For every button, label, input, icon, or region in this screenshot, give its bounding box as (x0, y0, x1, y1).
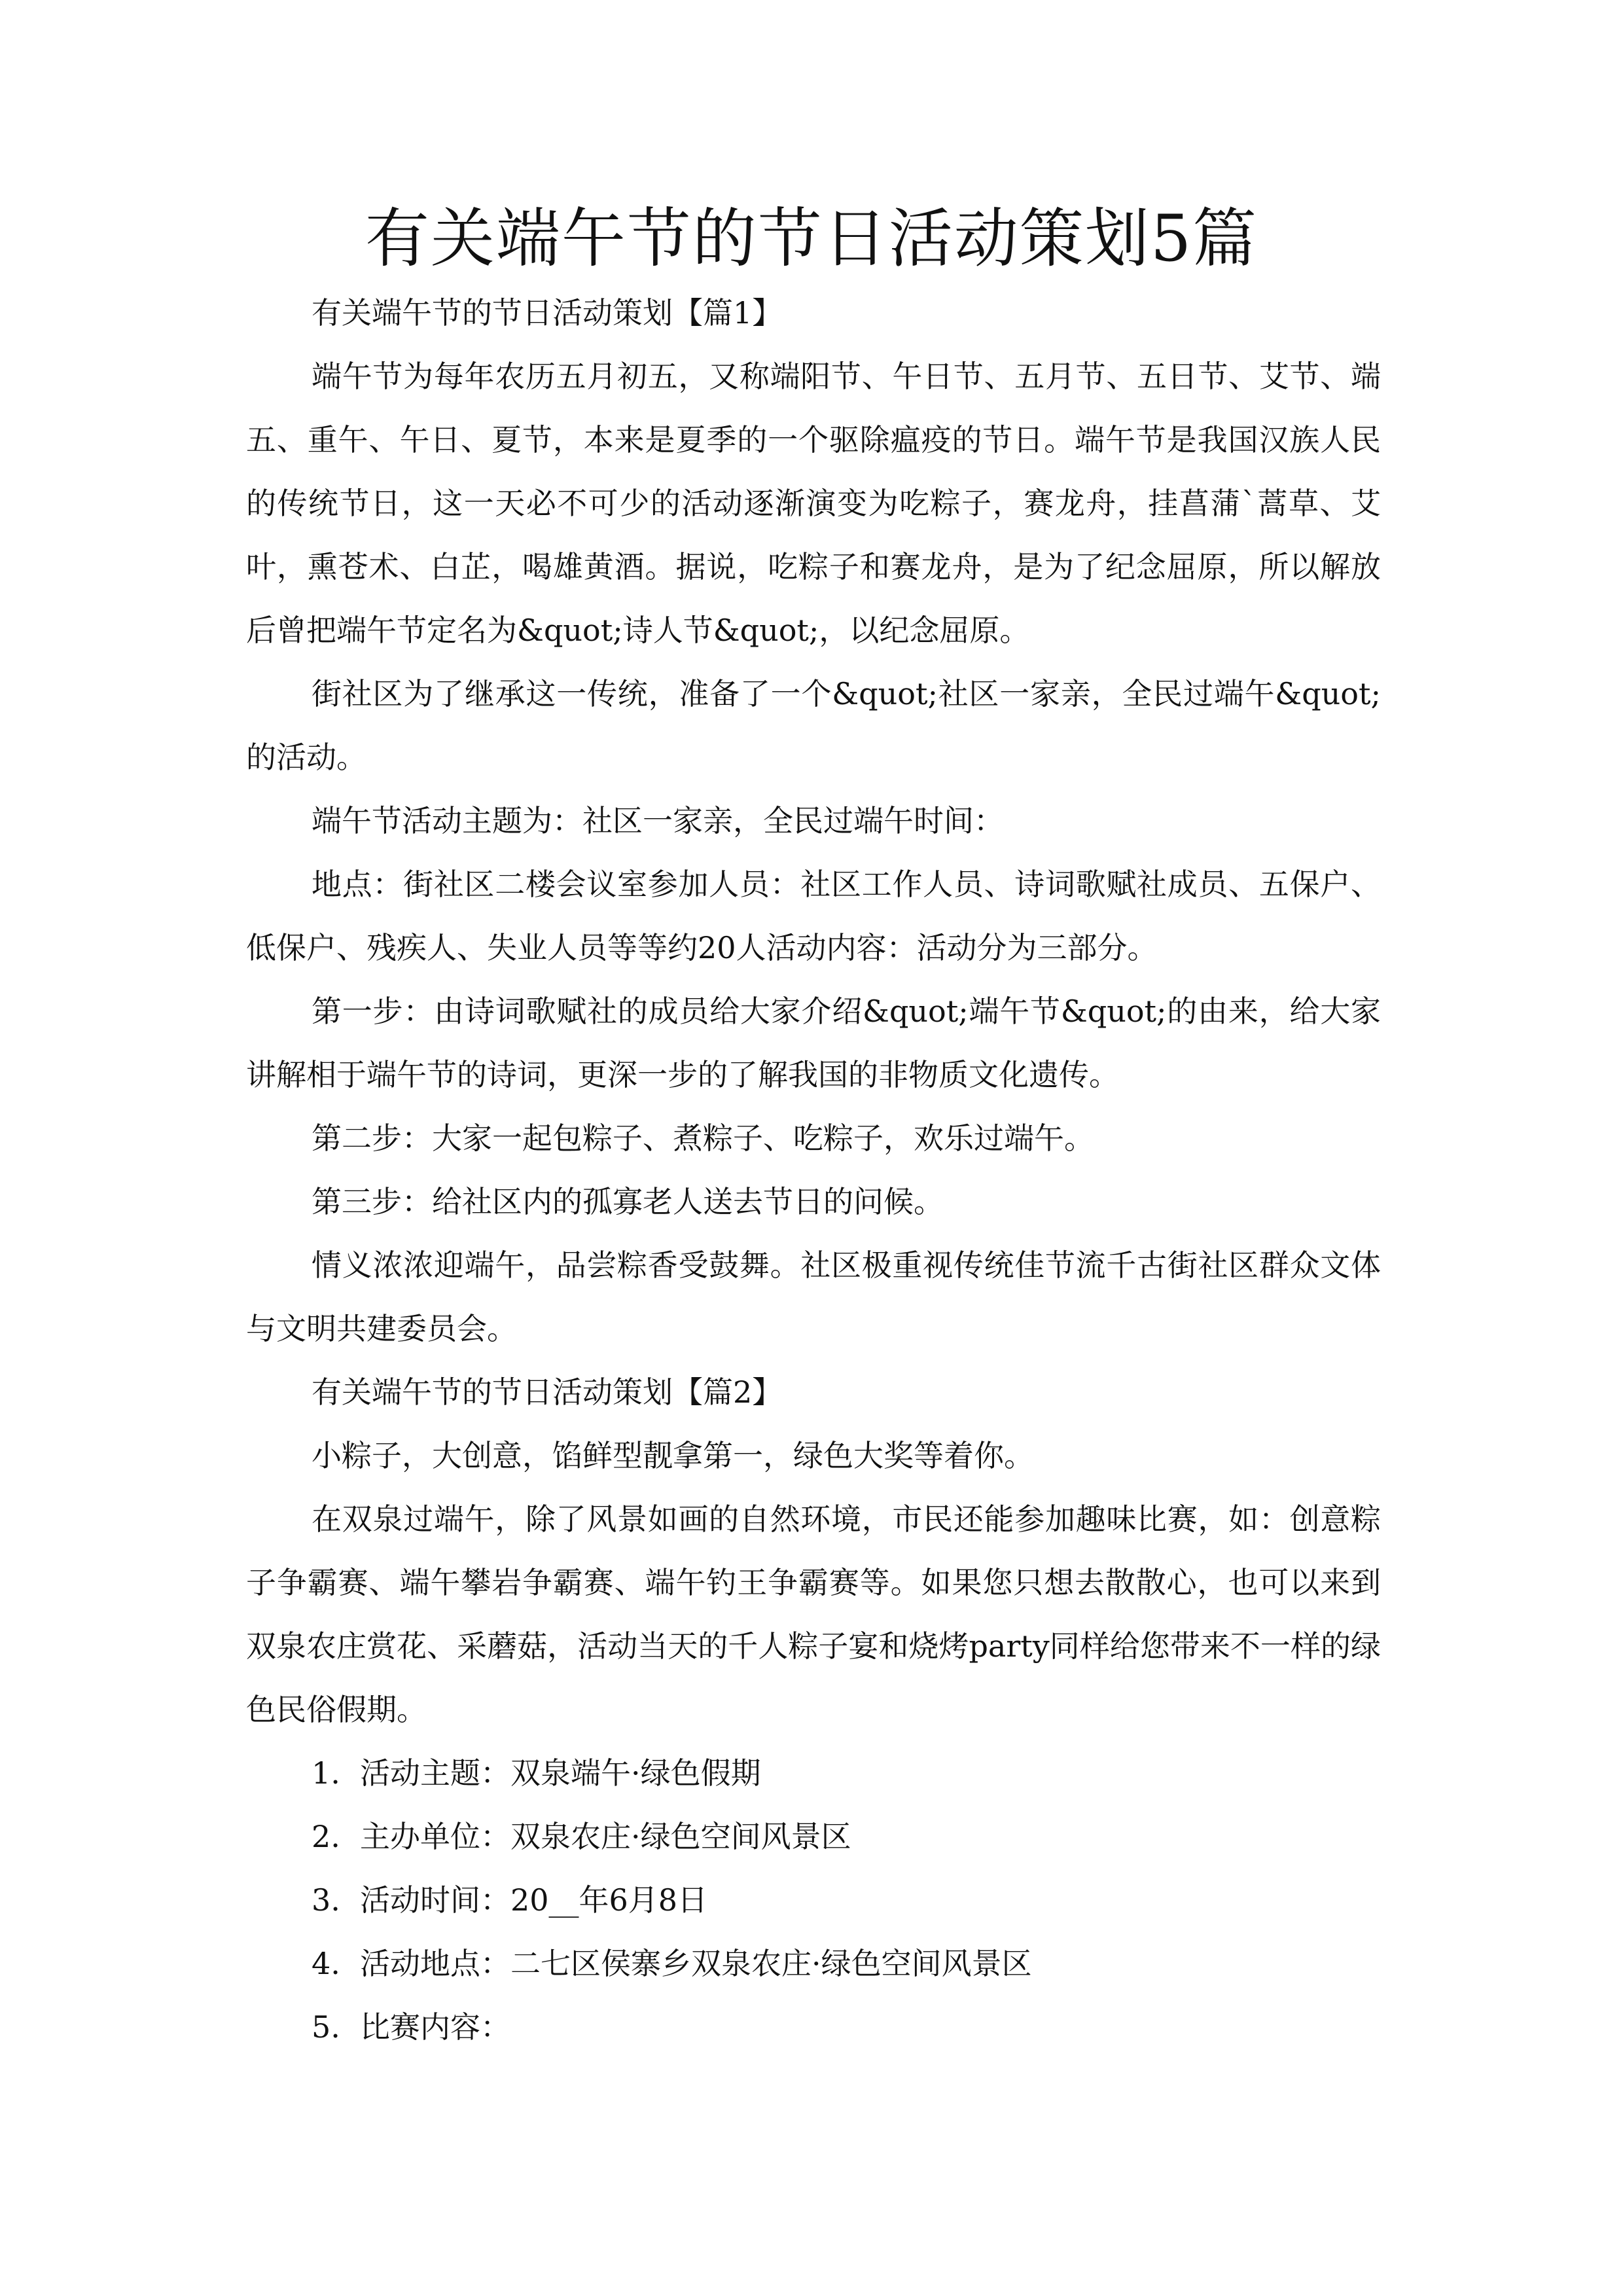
paragraph-community: 街社区为了继承这一传统，准备了一个&quot;社区一家亲，全民过端午&quot;的活动。 (246, 676, 1381, 775)
list-item-number: 5. (312, 2009, 340, 2045)
paragraph-intro: 端午节为每年农历五月初五，又称端阳节、午日节、五月节、五日节、艾节、端五、重午、午日、夏节，本来是夏季的一个驱除瘟疫的节日。端午节是我国汉族人民的传统节日，这一天必不可少的活动逐渐演变为吃粽子，赛龙舟，挂菖蒲`蒿草、艾叶，熏苍术、白芷，喝雄黄酒。据说，吃粽子和赛龙舟，是为了纪念屈原，所以解放后曾把端午节定名为&quot;诗人节&quot;，以纪念屈原。 (246, 359, 1381, 648)
list-item-text: 活动地点：二七区侯寨乡双泉农庄·绿色空间风景区 (360, 1946, 1032, 1981)
list-item (246, 1996, 1381, 2059)
list-item (246, 1742, 1381, 1805)
list-item-text: 主办单位：双泉农庄·绿色空间风景区 (360, 1819, 851, 1854)
paragraph-shuangquan: 在双泉过端午，除了风景如画的自然环境，市民还能参加趣味比赛，如：创意粽子争霸赛、端午攀岩争霸赛、端午钓王争霸赛等。如果您只想去散散心，也可以来到双泉农庄赏花、采蘑菇，活动当天的千人粽子宴和烧烤party同样给您带来不一样的绿色民俗假期。 (246, 1501, 1381, 1727)
list-item-number: 4. (312, 1946, 340, 1981)
section-heading-1: 有关端午节的节日活动策划【篇1】 (312, 295, 783, 331)
section-heading-2: 有关端午节的节日活动策划【篇2】 (312, 1374, 783, 1410)
paragraph-step-2: 第二步：大家一起包粽子、煮粽子、吃粽子，欢乐过端午。 (312, 1121, 1094, 1156)
list-item (246, 1869, 1381, 1932)
paragraph-step-1: 第一步：由诗词歌赋社的成员给大家介绍&quot;端午节&quot;的由来，给大家讲解相于端午节的诗词，更深一步的了解我国的非物质文化遗传。 (246, 994, 1381, 1092)
list-item-text: 比赛内容： (360, 2009, 510, 2045)
paragraph-step-3: 第三步：给社区内的孤寡老人送去节日的问候。 (312, 1184, 944, 1219)
list-item-number: 1. (312, 1755, 340, 1791)
document-title: 有关端午节的节日活动策划5篇 (365, 202, 1258, 276)
list-item-number: 2. (312, 1819, 340, 1854)
list-item (246, 1932, 1381, 1996)
paragraph-theme: 端午节活动主题为：社区一家亲，全民过端午时间： (312, 803, 1004, 838)
list-item (246, 1805, 1381, 1869)
list-item-text: 活动主题：双泉端午·绿色假期 (360, 1755, 761, 1791)
list-item-number: 3. (312, 1882, 340, 1918)
document-body (246, 281, 1381, 2059)
paragraph-slogan: 小粽子，大创意，馅鲜型靓拿第一，绿色大奖等着你。 (312, 1438, 1034, 1473)
paragraph-location: 地点：街社区二楼会议室参加人员：社区工作人员、诗词歌赋社成员、五保户、低保户、残疾人、失业人员等等约20人活动内容：活动分为三部分。 (246, 867, 1381, 965)
paragraph-closing: 情义浓浓迎端午，品尝粽香受鼓舞。社区极重视传统佳节流千古街社区群众文体与文明共建委员会。 (246, 1247, 1381, 1346)
list-item-text: 活动时间：20__年6月8日 (360, 1882, 708, 1918)
activity-info-list (246, 1742, 1381, 2059)
